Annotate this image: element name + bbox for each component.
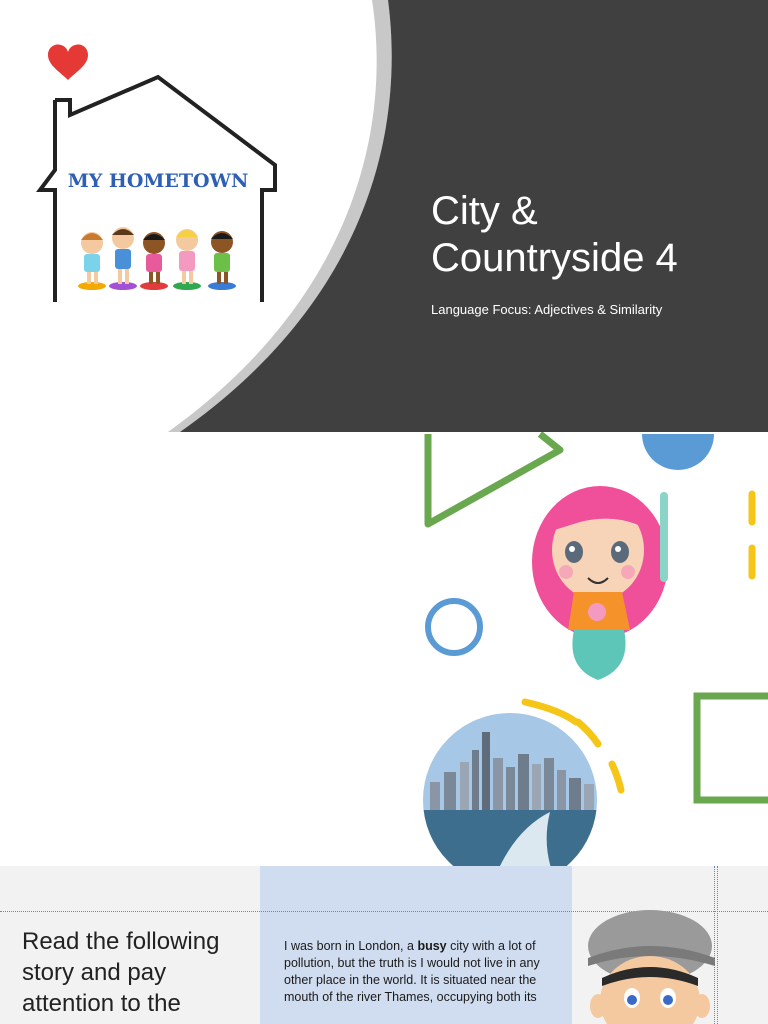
girl-illustration — [532, 486, 668, 680]
story-text-london — [284, 938, 546, 1006]
decorative-shapes — [0, 432, 768, 866]
story-text-segment: I was born in London, a — [284, 939, 418, 953]
yellow-arc-shape — [578, 722, 598, 744]
slide-subtitle: Language Focus: Adjectives & Similarity — [431, 302, 663, 317]
children-illustration — [78, 227, 236, 290]
blue-ring-shape — [428, 601, 480, 653]
bold-adjective: busy — [417, 939, 447, 953]
logo-text: MY HOMETOWN — [67, 170, 249, 192]
story-text-segment: city with a lot of pollution, but the truth is I would not live in any other place in the world. It is situated near the mouth of the river Thames, occupying both its — [284, 939, 540, 1004]
boy-illustration — [580, 906, 730, 1024]
yellow-arc-shape — [612, 764, 621, 790]
blue-half-circle-shape — [642, 434, 714, 470]
story-slide-new-york — [0, 432, 768, 866]
title-line-2: Countryside 4 — [431, 236, 678, 280]
title-slide — [0, 0, 768, 432]
green-triangle-shape — [428, 434, 560, 524]
new-york-skyline-photo — [420, 712, 600, 866]
story-heading: Read the following story and pay attention to the — [22, 928, 220, 1017]
story-slide-london — [0, 866, 768, 1024]
my-hometown-logo — [30, 40, 290, 310]
green-square-shape — [697, 696, 768, 800]
heart-icon — [48, 44, 88, 80]
slide-title — [431, 188, 678, 282]
title-line-1: City & — [431, 189, 538, 233]
